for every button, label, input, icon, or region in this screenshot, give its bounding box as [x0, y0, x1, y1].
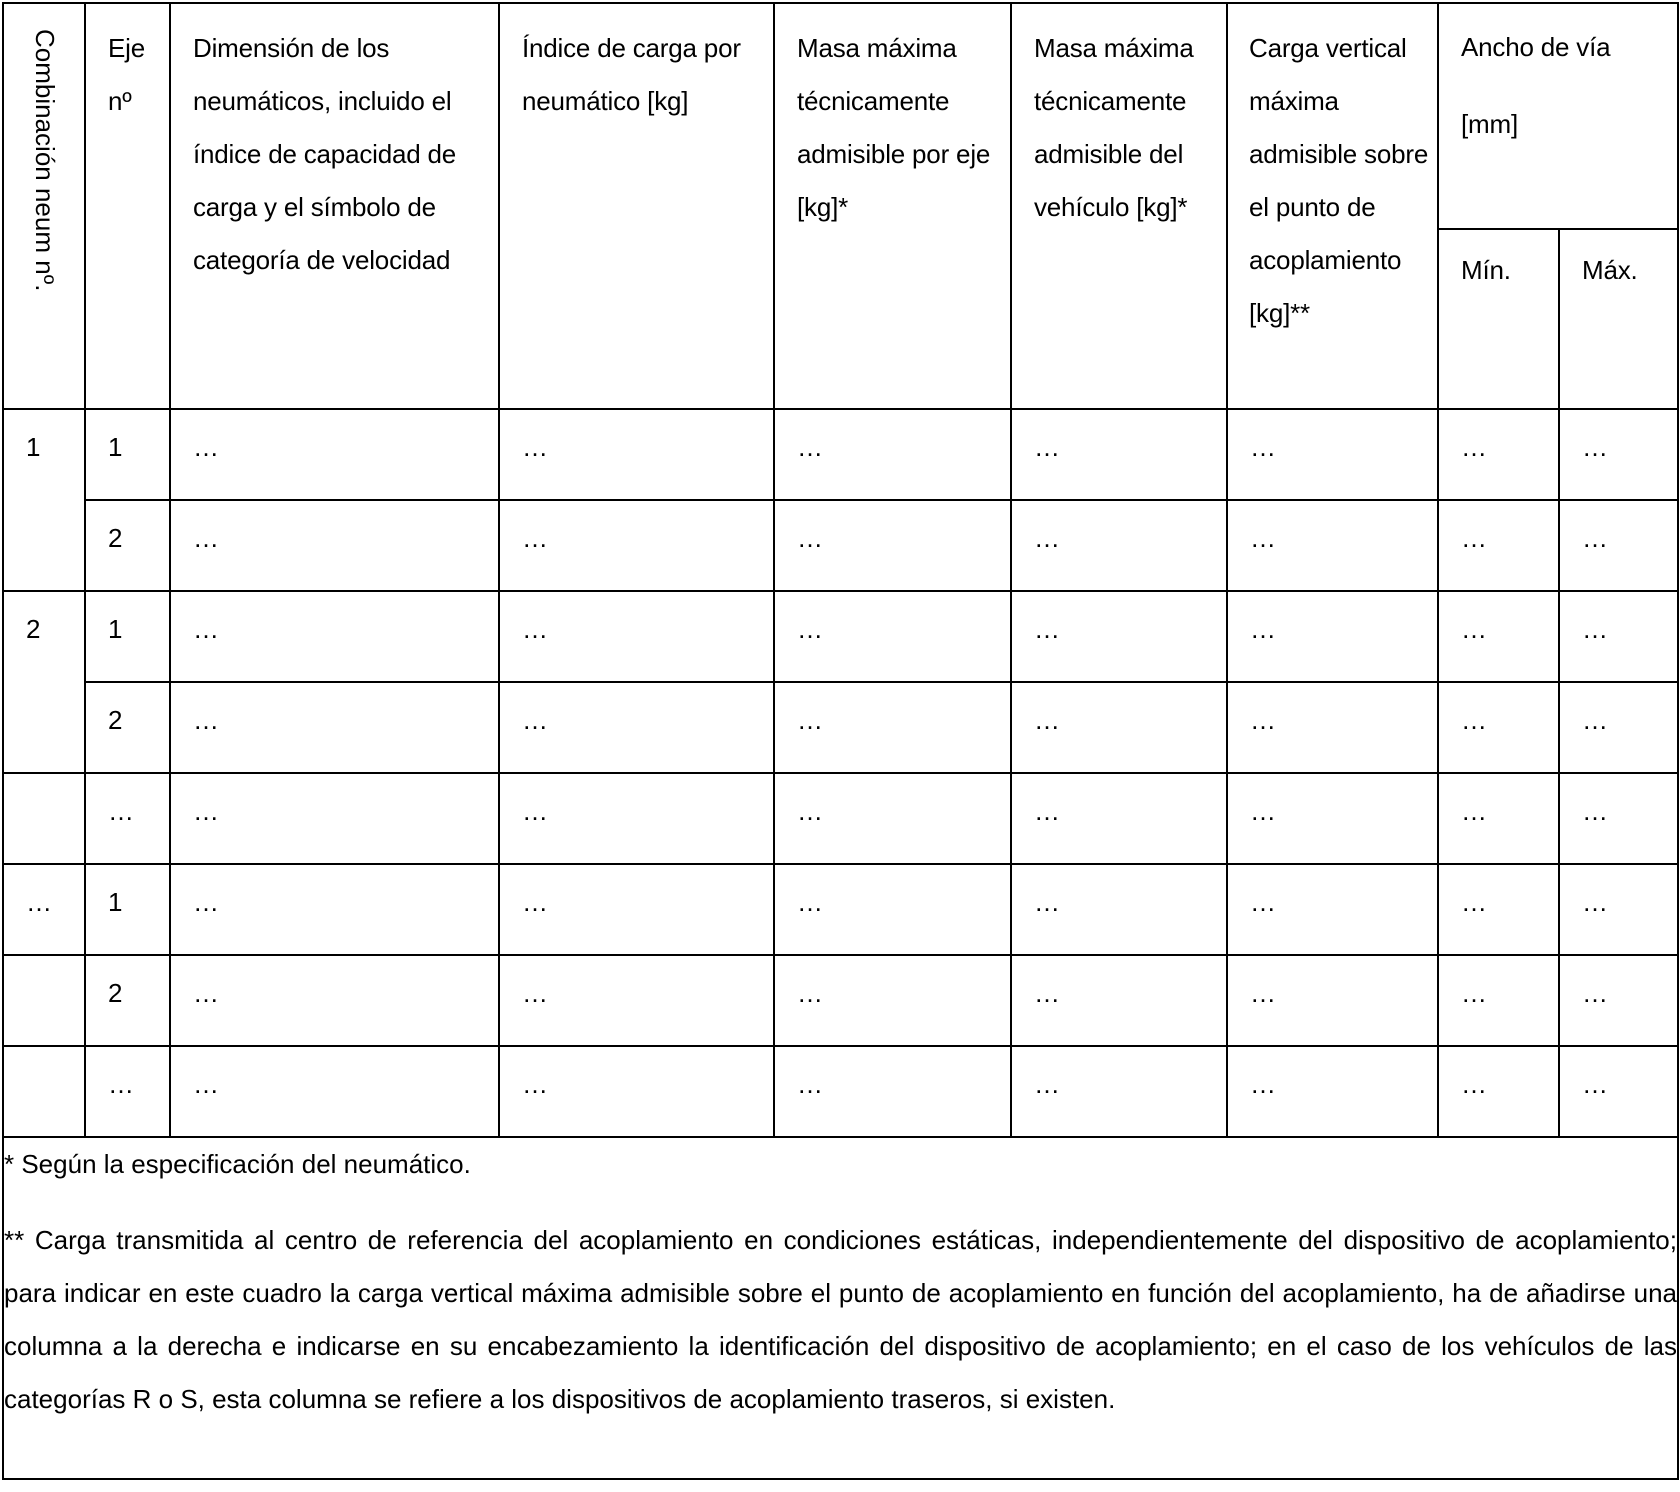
cell-value-text: …: [1034, 523, 1060, 553]
cell-value-text: …: [522, 1069, 548, 1099]
cell-value: [499, 955, 774, 1046]
cell-value-text: …: [797, 978, 823, 1008]
eje-number: 2: [108, 523, 123, 553]
header-dimension-label: Dimensión de los neumáticos, incluido el índice de capacidad de carga y el símbolo de categoría de velocidad: [193, 33, 457, 275]
cell-value-text: …: [522, 614, 548, 644]
combination-number: [4, 956, 84, 978]
cell-eje: [85, 591, 170, 682]
cell-value: [1559, 500, 1678, 591]
cell-value-text: …: [1034, 978, 1060, 1008]
cell-value-text: …: [797, 705, 823, 735]
cell-value-text: …: [797, 796, 823, 826]
cell-value-text: …: [797, 432, 823, 462]
cell-value-text: …: [1461, 432, 1487, 462]
cell-eje: [85, 773, 170, 864]
cell-eje: [85, 864, 170, 955]
cell-value: [1011, 773, 1227, 864]
cell-value: [1011, 1046, 1227, 1137]
header-max-label: Máx.: [1582, 255, 1638, 285]
cell-value-text: …: [1582, 887, 1608, 917]
cell-value: [774, 591, 1011, 682]
notes-row: [3, 1137, 1678, 1479]
cell-value-text: …: [1250, 432, 1276, 462]
cell-value: [1011, 500, 1227, 591]
cell-value-text: …: [1250, 705, 1276, 735]
cell-value: [1438, 409, 1559, 500]
header-dimension: [170, 3, 499, 409]
cell-value-text: …: [522, 523, 548, 553]
footnote-1: * Según la especificación del neumático.: [4, 1149, 471, 1179]
footnote-2: ** Carga transmitida al centro de referencia del acoplamiento en condiciones estáticas, independientemente del dispositivo de acoplamiento; para indicar en este cuadro la carga vertical máxima admisible sobre el punto de acoplamiento en función del acoplamiento, ha de añadirse una columna a la derecha e indicarse en su encabezamiento la identificación del dispositivo de acoplamiento; en el caso de los vehículos de las categorías R o S, esta columna se refiere a los dispositivos de acoplamiento traseros, si existen.: [4, 1225, 1677, 1414]
cell-value: [170, 1046, 499, 1137]
cell-value-text: …: [1250, 796, 1276, 826]
tyre-combination-table: [2, 2, 1679, 1480]
cell-value-text: …: [1461, 887, 1487, 917]
eje-number: …: [108, 796, 134, 826]
header-eje-label: Eje nº: [108, 33, 145, 116]
cell-value: [170, 500, 499, 591]
eje-number: …: [108, 1069, 134, 1099]
table-row: [3, 1046, 1678, 1137]
cell-value: [170, 864, 499, 955]
table-row: [3, 864, 1678, 955]
combination-number: 2: [26, 614, 41, 644]
header-min: [1438, 229, 1559, 409]
cell-value-text: …: [1582, 614, 1608, 644]
header-ancho-via-label: Ancho de vía [mm]: [1461, 32, 1611, 139]
header-masa-vehiculo-label: Masa máxima técnicamente admisible del vehículo [kg]*: [1034, 33, 1194, 222]
cell-value-text: …: [522, 705, 548, 735]
cell-eje: [85, 955, 170, 1046]
cell-combination: [3, 591, 85, 773]
table-row: [3, 409, 1678, 500]
table-row: [3, 500, 1678, 591]
header-indice: [499, 3, 774, 409]
combination-number: …: [26, 887, 52, 917]
eje-number: 1: [108, 432, 123, 462]
header-max: [1559, 229, 1678, 409]
header-ancho-via: [1438, 3, 1678, 229]
header-indice-label: Índice de carga por neumático [kg]: [522, 33, 741, 116]
cell-value: [1227, 864, 1438, 955]
cell-value-text: …: [522, 887, 548, 917]
table-row: [3, 682, 1678, 773]
cell-value-text: …: [193, 796, 219, 826]
cell-value: [1227, 409, 1438, 500]
cell-value: [170, 409, 499, 500]
cell-value: [499, 591, 774, 682]
cell-value-text: …: [1582, 1069, 1608, 1099]
cell-value: [1227, 955, 1438, 1046]
cell-value-text: …: [1034, 1069, 1060, 1099]
cell-value: [774, 682, 1011, 773]
cell-combination: [3, 955, 85, 1046]
cell-value-text: …: [1461, 614, 1487, 644]
cell-value-text: …: [1250, 614, 1276, 644]
cell-value-text: …: [1582, 796, 1608, 826]
cell-value: [1011, 409, 1227, 500]
cell-value-text: …: [1582, 523, 1608, 553]
table-row: [3, 773, 1678, 864]
cell-value: [1438, 1046, 1559, 1137]
cell-value-text: …: [522, 796, 548, 826]
cell-value-text: …: [1250, 523, 1276, 553]
cell-value: [774, 1046, 1011, 1137]
header-eje: [85, 3, 170, 409]
cell-value: [774, 864, 1011, 955]
cell-value-text: …: [1034, 796, 1060, 826]
header-combination: [3, 3, 85, 409]
cell-combination: [3, 864, 85, 955]
cell-value-text: …: [1250, 978, 1276, 1008]
cell-value-text: …: [1250, 887, 1276, 917]
header-carga-vertical-label: Carga vertical máxima admisible sobre el punto de acoplamiento [kg]**: [1249, 33, 1429, 328]
cell-value: [1438, 591, 1559, 682]
cell-value-text: …: [1250, 1069, 1276, 1099]
cell-eje: [85, 1046, 170, 1137]
cell-value: [774, 773, 1011, 864]
cell-value: [170, 591, 499, 682]
table-row: [3, 955, 1678, 1046]
cell-value-text: …: [797, 614, 823, 644]
cell-value: [1011, 591, 1227, 682]
cell-value: [499, 864, 774, 955]
cell-value: [1227, 591, 1438, 682]
eje-number: 1: [108, 614, 123, 644]
cell-value: [1011, 955, 1227, 1046]
eje-number: 1: [108, 887, 123, 917]
cell-value-text: …: [797, 887, 823, 917]
cell-value: [1438, 773, 1559, 864]
cell-eje: [85, 500, 170, 591]
cell-value: [1559, 682, 1678, 773]
cell-value: [1438, 955, 1559, 1046]
cell-value: [499, 773, 774, 864]
cell-value-text: …: [1461, 523, 1487, 553]
header-row: [3, 3, 1678, 229]
cell-value-text: …: [1582, 705, 1608, 735]
cell-value-text: …: [1461, 978, 1487, 1008]
header-masa-eje: [774, 3, 1011, 409]
cell-value: [499, 682, 774, 773]
eje-number: 2: [108, 705, 123, 735]
cell-value-text: …: [193, 705, 219, 735]
cell-value-text: …: [522, 978, 548, 1008]
cell-value-text: …: [522, 432, 548, 462]
cell-combination: [3, 1046, 85, 1137]
cell-combination: [3, 409, 85, 591]
cell-value-text: …: [193, 887, 219, 917]
cell-value-text: …: [1034, 432, 1060, 462]
cell-value-text: …: [1034, 705, 1060, 735]
cell-value: [170, 955, 499, 1046]
cell-value-text: …: [193, 432, 219, 462]
cell-value: [1438, 864, 1559, 955]
combination-number: [4, 774, 84, 796]
cell-value: [774, 955, 1011, 1046]
cell-value: [1011, 864, 1227, 955]
cell-value: [1227, 773, 1438, 864]
cell-value: [1559, 409, 1678, 500]
cell-value: [1227, 500, 1438, 591]
cell-value-text: …: [193, 1069, 219, 1099]
cell-value-text: …: [193, 614, 219, 644]
cell-value: [1227, 682, 1438, 773]
cell-value: [1559, 864, 1678, 955]
cell-value-text: …: [1461, 1069, 1487, 1099]
cell-value-text: …: [1034, 614, 1060, 644]
header-combination-label: Combinación neum nº.: [30, 29, 60, 292]
cell-value-text: …: [797, 523, 823, 553]
cell-value: [774, 500, 1011, 591]
cell-value: [1559, 955, 1678, 1046]
cell-value-text: …: [193, 978, 219, 1008]
cell-value: [499, 500, 774, 591]
header-min-label: Mín.: [1461, 255, 1511, 285]
cell-combination: [3, 773, 85, 864]
eje-number: 2: [108, 978, 123, 1008]
cell-value-text: …: [193, 523, 219, 553]
notes-cell: [3, 1137, 1678, 1479]
header-masa-vehiculo: [1011, 3, 1227, 409]
cell-value: [1559, 773, 1678, 864]
cell-value: [170, 773, 499, 864]
cell-value-text: …: [1461, 705, 1487, 735]
cell-value: [1438, 500, 1559, 591]
cell-value-text: …: [1582, 978, 1608, 1008]
cell-eje: [85, 409, 170, 500]
cell-value: [499, 409, 774, 500]
cell-value: [1438, 682, 1559, 773]
cell-value: [1227, 1046, 1438, 1137]
table-row: [3, 591, 1678, 682]
cell-value: [774, 409, 1011, 500]
cell-value: [170, 682, 499, 773]
cell-value-text: …: [1461, 796, 1487, 826]
cell-value: [1559, 1046, 1678, 1137]
cell-value: [499, 1046, 774, 1137]
header-carga-vertical: [1227, 3, 1438, 409]
cell-value-text: …: [797, 1069, 823, 1099]
cell-value-text: …: [1034, 887, 1060, 917]
cell-value: [1559, 591, 1678, 682]
combination-number: [4, 1047, 84, 1069]
cell-value: [1011, 682, 1227, 773]
cell-value-text: …: [1582, 432, 1608, 462]
tyre-combination-table-document: [2, 2, 1677, 1490]
cell-eje: [85, 682, 170, 773]
combination-number: 1: [26, 432, 41, 462]
header-masa-eje-label: Masa máxima técnicamente admisible por eje [kg]*: [797, 33, 991, 222]
